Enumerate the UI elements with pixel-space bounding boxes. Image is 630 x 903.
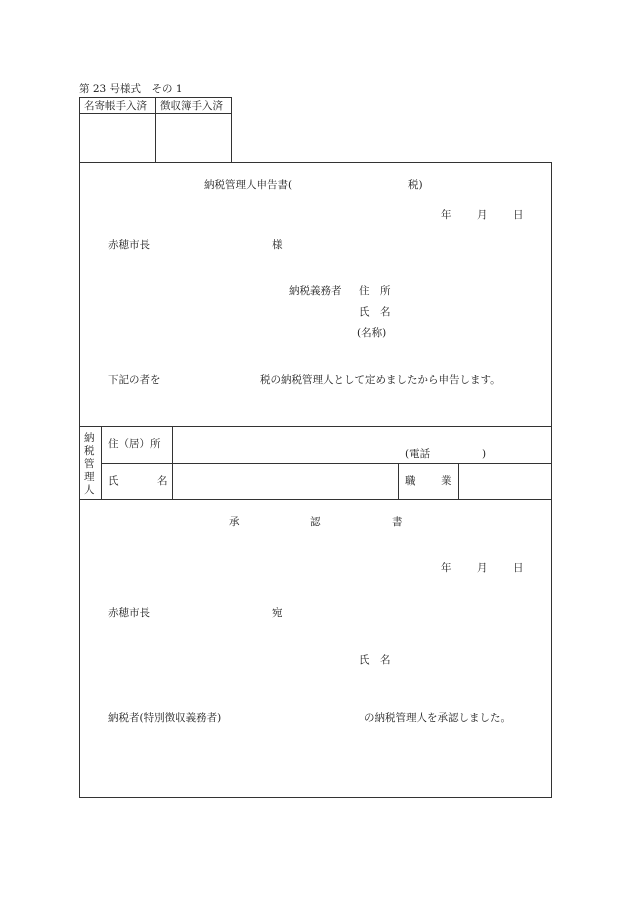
form-frame	[79, 162, 552, 798]
occupation-label-1: 職	[405, 475, 416, 487]
manager-phone-end: )	[482, 448, 487, 460]
stamp-label-meiyose: 名寄帳手入済	[84, 100, 147, 112]
declaration-title-end: 税)	[408, 179, 423, 191]
declaration-year: 年	[441, 209, 452, 221]
declaration-addressee: 赤穂市長	[108, 239, 150, 251]
approval-statement-end: の納税管理人を承認しました。	[364, 712, 511, 724]
approval-statement-start: 納税者(特別徴収義務者)	[108, 712, 222, 724]
occupation-label-2: 業	[441, 475, 452, 487]
manager-table-row-divider	[101, 463, 552, 464]
approval-title-1: 承	[229, 516, 240, 528]
manager-table-bottom-border	[79, 499, 552, 500]
occupation-left-divider	[398, 463, 399, 499]
declaration-statement-end: 税の納税管理人として定めましたから申告します。	[260, 374, 501, 386]
declaration-day: 日	[513, 209, 524, 221]
approval-honorific: 宛	[272, 607, 283, 619]
manager-address-label: 住（居）所	[108, 438, 161, 450]
declaration-statement-start: 下記の者を	[108, 374, 161, 386]
approval-title-2: 認	[310, 516, 321, 528]
stamp-label-choshu: 徴収簿手入済	[160, 100, 223, 112]
manager-side-label-2: 税	[84, 445, 95, 457]
manager-side-label-3: 管	[84, 458, 95, 470]
occupation-right-divider	[458, 463, 459, 499]
approval-title-3: 書	[392, 516, 403, 528]
declaration-title: 納税管理人申告書(	[204, 179, 293, 191]
taxpayer-label: 納税義務者	[289, 285, 342, 297]
approval-name-label: 氏 名	[359, 654, 391, 666]
manager-name-label-2: 名	[157, 475, 168, 487]
approval-addressee: 赤穂市長	[108, 607, 150, 619]
approval-day: 日	[513, 562, 524, 574]
manager-name-label-1: 氏	[108, 475, 119, 487]
manager-side-label-4: 理	[84, 471, 95, 483]
form-number: 第 23 号様式 その 1	[79, 83, 183, 95]
manager-side-divider	[101, 426, 102, 499]
stamp-box-divider	[79, 113, 232, 114]
taxpayer-corp-name-label: (名称)	[357, 327, 387, 339]
approval-month: 月	[477, 562, 488, 574]
taxpayer-name-label: 氏 名	[359, 306, 391, 318]
manager-label-divider	[172, 426, 173, 499]
manager-side-label-1: 納	[84, 432, 95, 444]
declaration-honorific: 様	[272, 239, 283, 251]
manager-side-label-5: 人	[84, 484, 95, 496]
manager-phone-label: (電話	[405, 448, 431, 460]
declaration-month: 月	[477, 209, 488, 221]
taxpayer-address-label: 住 所	[359, 285, 391, 297]
approval-year: 年	[441, 562, 452, 574]
manager-table-top-border	[79, 426, 552, 427]
